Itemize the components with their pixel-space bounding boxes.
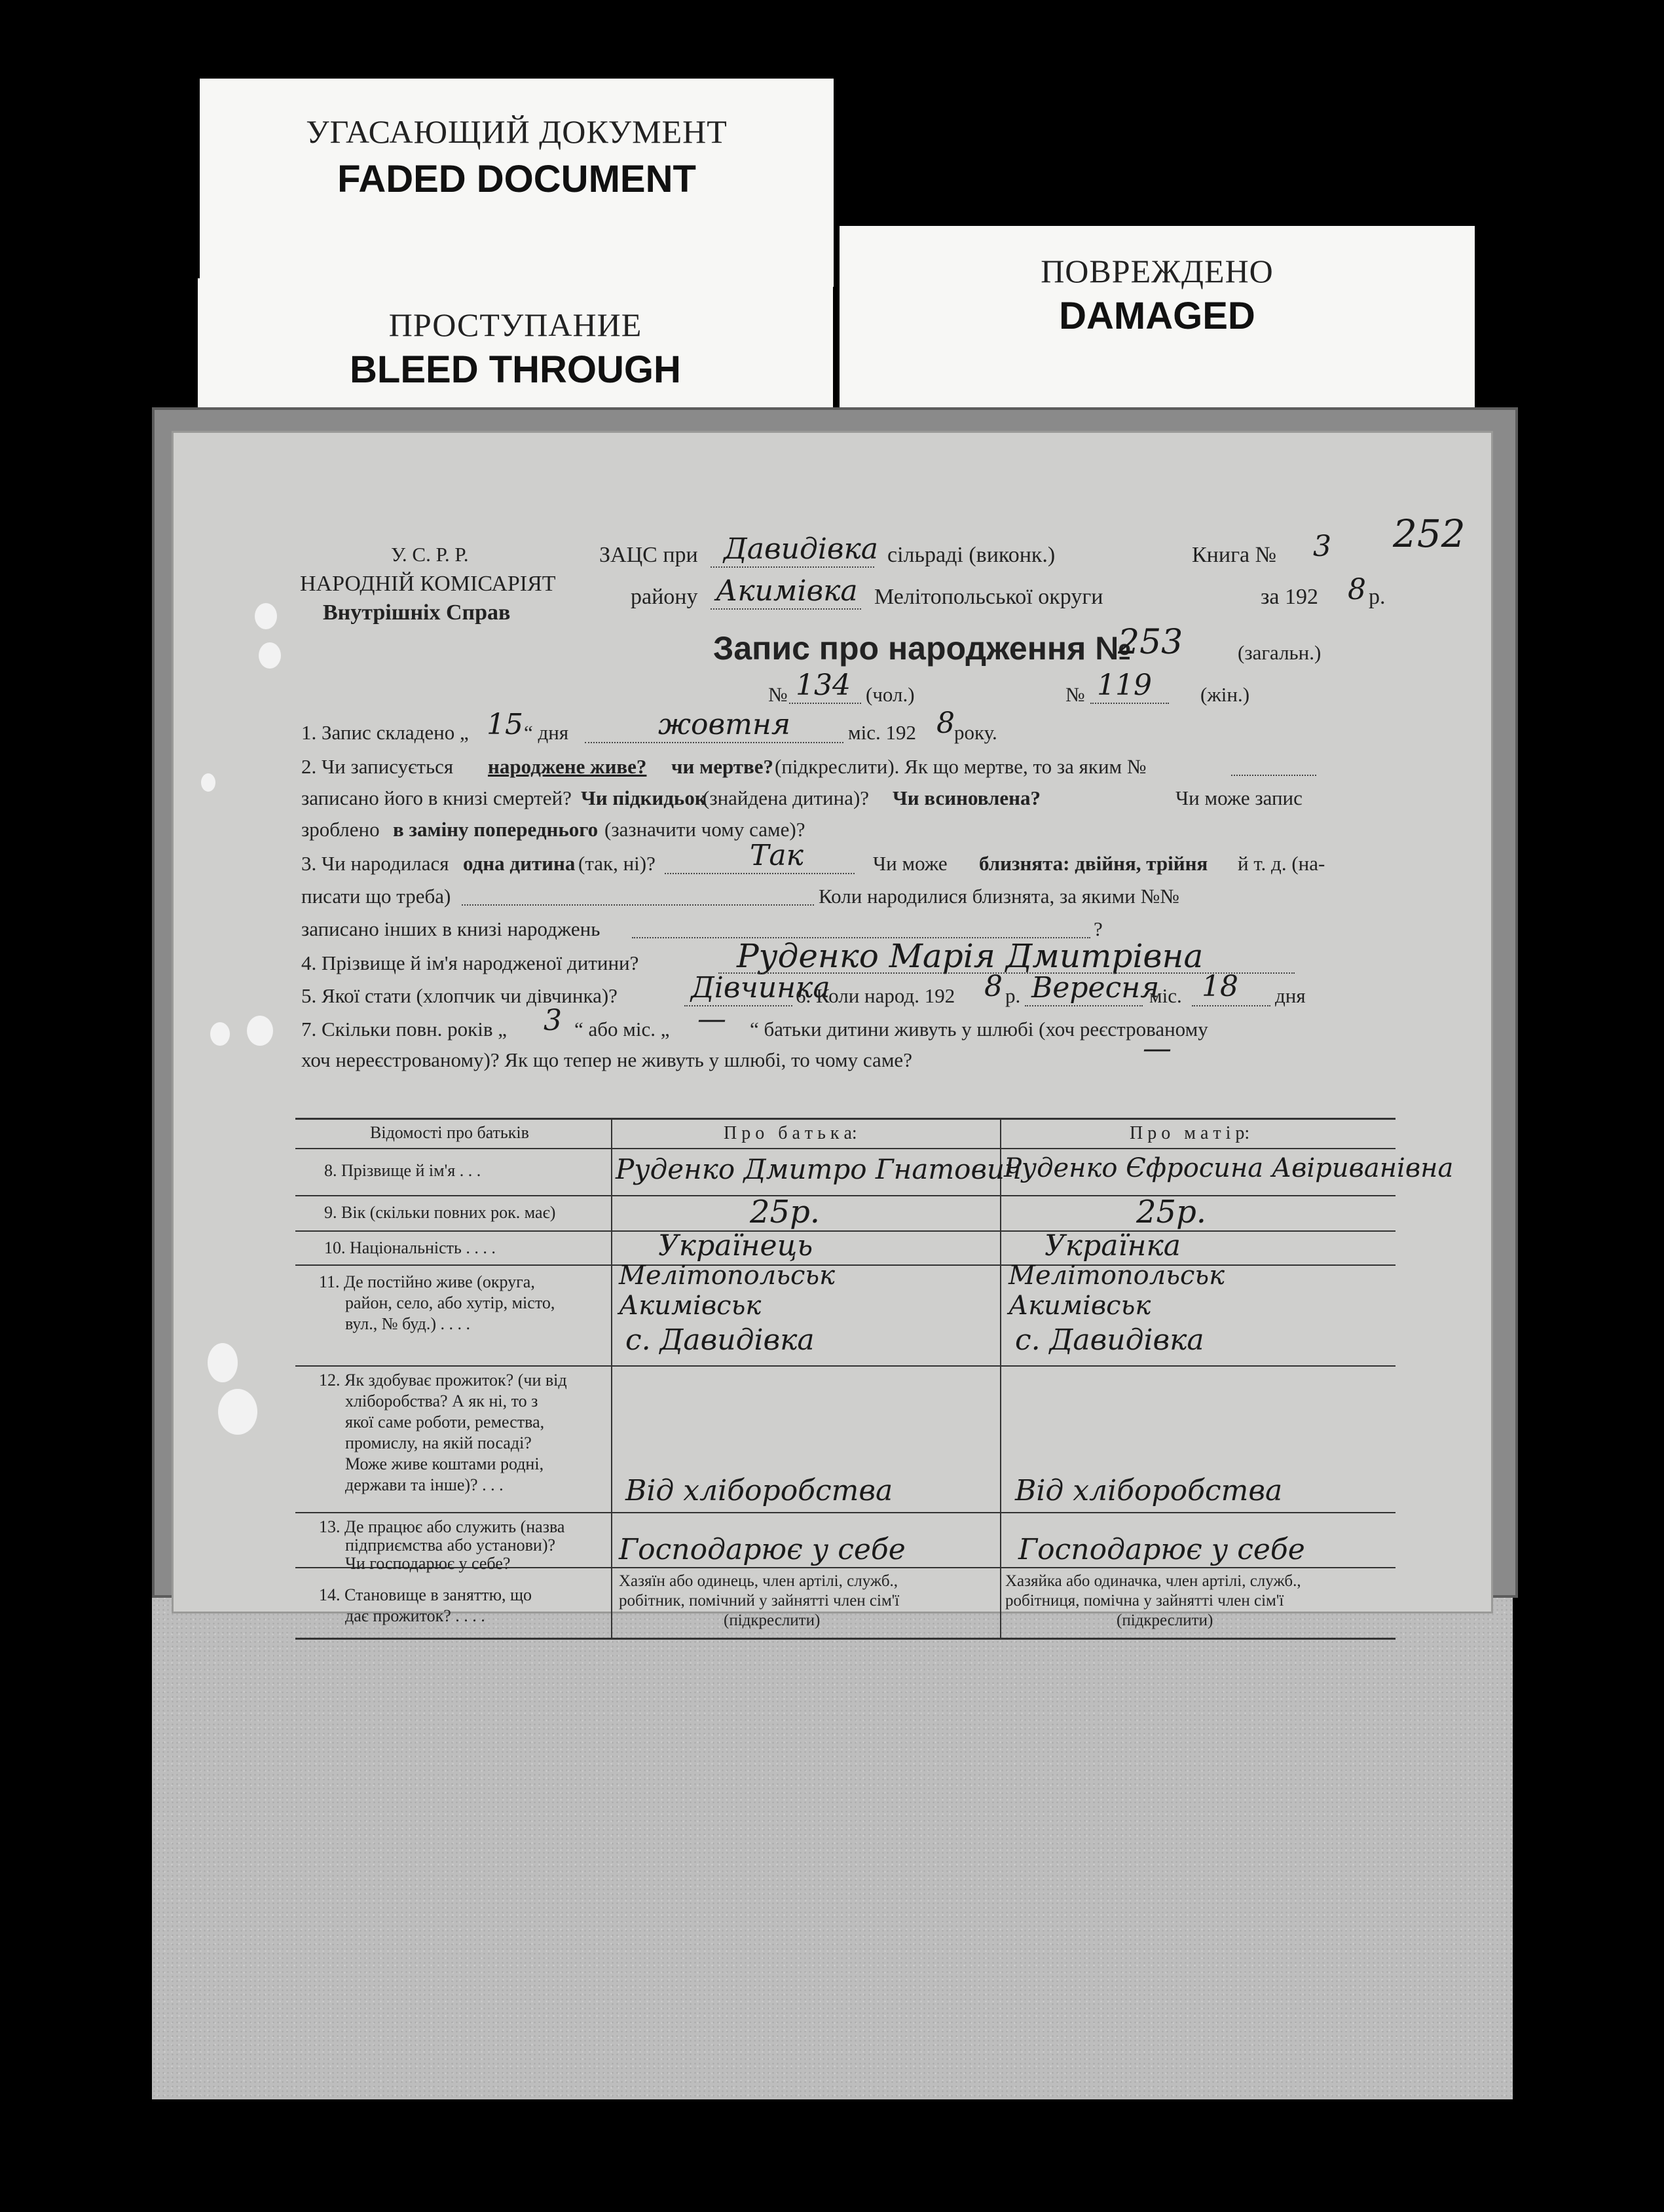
faded-label-ru: УГАСАЮЩИЙ ДОКУМЕНТ	[306, 113, 728, 150]
l2f-b: в заміну попереднього	[393, 818, 599, 841]
row-label-income-1: 12. Як здобуває прожиток? (чи від	[319, 1371, 567, 1390]
col-header-mother: П р о м а т і р:	[1130, 1123, 1250, 1143]
district-suffix: Мелітопольської округи	[874, 585, 1103, 609]
l3-d: Чи може	[873, 852, 948, 875]
damaged-card	[840, 226, 1475, 413]
l7-c: “ батьки дитини живуть у шлюбі (хоч реєстрованому	[750, 1018, 1208, 1041]
row-label-income-5: Може живе коштами родні,	[345, 1454, 544, 1473]
damaged-label-ru: ПОВРЕЖДЕНО	[1041, 253, 1274, 289]
record-total-label: (загальн.)	[1238, 641, 1322, 664]
header-left-commissariat: НАРОДНІЙ КОМІСАРІЯТ	[300, 572, 556, 596]
marriage-years: 3	[544, 1004, 562, 1037]
mother-residence-3: с. Давидівка	[1015, 1323, 1204, 1357]
mother-status-3: (підкреслити)	[1117, 1612, 1213, 1629]
row-label-name: 8. Прізвище й ім'я . . .	[324, 1161, 481, 1180]
l5-e: дня	[1275, 984, 1306, 1007]
mother-age: 25р.	[1136, 1194, 1207, 1230]
l1-a: 1. Запис складено „	[301, 721, 469, 744]
l3-b: одна дитина	[463, 852, 576, 875]
bleed-label-en: BLEED THROUGH	[350, 348, 681, 391]
punch-hole	[247, 1016, 273, 1046]
birth-year: 8	[984, 970, 1003, 1003]
marriage-months: —	[697, 1003, 726, 1036]
record-day: 15	[487, 708, 523, 741]
punch-hole	[255, 603, 277, 629]
male-number-value: 134	[796, 669, 851, 702]
l3-f: й т. д. (на-	[1238, 852, 1325, 875]
bleed-label-ru: ПРОСТУПАНИЕ	[388, 306, 642, 343]
l2e-b: Чи підкидьок	[581, 786, 707, 809]
faded-document-card	[200, 79, 834, 287]
row-label-status-1: 14. Становище в заняттю, що	[319, 1585, 532, 1604]
father-name: Руденко Дмитро Гнатович	[616, 1153, 1022, 1185]
mother-nationality: Українка	[1045, 1229, 1181, 1263]
father-status-3: (підкреслити)	[724, 1612, 821, 1629]
l1-b: “ дня	[524, 721, 569, 744]
punch-hole	[218, 1389, 257, 1435]
l3-c: (так, ні)?	[578, 852, 656, 875]
l2-b: народжене живе?	[488, 755, 647, 778]
mother-work: Господарює у себе	[1018, 1533, 1305, 1566]
l3-e: близнята: двійня, трійня	[979, 852, 1208, 875]
punch-hole	[208, 1343, 238, 1382]
mother-name: Руденко Єфросина Авіриванівна	[1004, 1153, 1454, 1183]
child-name: Руденко Марія Дмитрівна	[737, 937, 1204, 975]
mother-income: Від хліборобства	[1015, 1474, 1283, 1507]
l5-b: 6. Коли народ. 192	[796, 984, 955, 1007]
mother-status-2: робітниця, помічна у зайнятті член сім'ї	[1005, 1592, 1284, 1610]
book-label: Книга №	[1192, 543, 1277, 567]
row-label-status-2: дає прожиток? . . . .	[345, 1606, 485, 1625]
l5-d: міс.	[1149, 984, 1182, 1007]
row-label-nationality: 10. Національність . . . .	[324, 1238, 496, 1257]
l2-a: 2. Чи записується	[301, 755, 454, 778]
father-status-1: Хазяїн або одинець, член артілі, служб.,	[619, 1572, 898, 1590]
zags-suffix: сільраді (виконк.)	[887, 543, 1056, 567]
l2-c: чи мертве?	[671, 755, 774, 778]
l5-a: 5. Якої стати (хлопчик чи дівчинка)?	[301, 984, 618, 1007]
row-label-income-4: промислу, на якій посаді?	[345, 1433, 532, 1452]
zags-prefix: ЗАЦС при	[599, 543, 698, 567]
header-left-ussr: У. С. Р. Р.	[391, 543, 469, 566]
father-status-2: робітник, помічний у зайнятті член сім'ї	[619, 1592, 900, 1610]
punch-hole	[259, 642, 281, 669]
l2f-c: (зазначити чому саме)?	[604, 818, 805, 841]
father-income: Від хліборобства	[625, 1474, 893, 1507]
row-label-residence-2: район, село, або хутір, місто,	[345, 1293, 555, 1312]
book-value: 3	[1313, 530, 1331, 563]
l5-c: р.	[1005, 984, 1021, 1007]
l3h-b: ?	[1094, 917, 1103, 940]
l3g-a: писати що треба)	[301, 885, 451, 908]
l4-a: 4. Прізвище й ім'я народженої дитини?	[301, 951, 639, 974]
row-label-income-3: якої саме роботи, ремества,	[345, 1412, 545, 1431]
mother-status-1: Хазяйка або одиначка, член артілі, служб.,	[1005, 1572, 1301, 1590]
punch-hole	[201, 773, 215, 792]
row-label-work-3: Чи господарює у себе?	[345, 1554, 511, 1573]
male-number-label: №	[768, 683, 788, 706]
district-value: Акимівка	[716, 574, 858, 608]
female-number-label: №	[1065, 683, 1085, 706]
col-header-parents: Відомості про батьків	[370, 1123, 529, 1142]
year-label: за 192	[1261, 585, 1319, 609]
l2f-a: зроблено	[301, 818, 380, 841]
faded-label-en: FADED DOCUMENT	[337, 158, 696, 200]
record-month: жовтня	[658, 708, 790, 741]
l1-c: міс. 192	[848, 721, 916, 744]
row-label-residence-3: вул., № буд.) . . . .	[345, 1314, 471, 1333]
row-label-income-6: держави та інше)? . . .	[345, 1475, 504, 1494]
l2e-a: записано його в книзі смертей?	[301, 786, 572, 809]
record-title: Запис про народження №	[713, 630, 1132, 667]
zags-value: Давидівка	[724, 532, 879, 566]
bleed-through-card	[198, 278, 833, 416]
single-child-value: Так	[750, 839, 804, 872]
father-work: Господарює у себе	[619, 1533, 906, 1566]
header-left-internal-affairs: Внутрішніх Справ	[323, 600, 511, 625]
l1-d: року.	[954, 721, 997, 744]
mother-residence-1: Мелітопольськ	[1008, 1261, 1225, 1291]
cardboard-backing	[152, 1585, 1513, 2099]
female-number-suffix: (жін.)	[1200, 683, 1250, 706]
l3h-a: записано інших в книзі народжень	[301, 917, 601, 940]
l3g-b: Коли народилися близнята, за якими №№	[819, 885, 1179, 908]
district-prefix: району	[631, 585, 698, 609]
record-year: 8	[936, 707, 955, 740]
row-label-work-1: 13. Де працює або служить (назва	[319, 1517, 565, 1536]
birth-record-form	[172, 431, 1493, 1629]
l7-d: хоч нереєстрованому)? Як що тепер не живуть у шлюбі, то чому саме?	[301, 1048, 912, 1071]
birth-month: Вересня	[1031, 971, 1160, 1005]
l2e-d: Чи всиновлена?	[893, 786, 1041, 809]
l2e-c: (знайдена дитина)?	[703, 786, 870, 809]
l7-b: “ або міс. „	[574, 1018, 670, 1041]
row-label-age: 9. Вік (скільки повних рок. має)	[324, 1203, 556, 1222]
mother-residence-2: Акимівськ	[1008, 1291, 1151, 1321]
year-suffix: р.	[1369, 585, 1386, 609]
l7-a: 7. Скільки повн. років „	[301, 1018, 507, 1041]
punch-hole	[210, 1022, 230, 1046]
l2e-e: Чи може запис	[1175, 786, 1303, 809]
record-number: 253	[1118, 623, 1183, 662]
l2-d: (підкреслити). Як що мертве, то за яким №	[775, 755, 1147, 778]
father-residence-1: Мелітопольськ	[619, 1261, 836, 1291]
damaged-label-en: DAMAGED	[1059, 295, 1255, 337]
birth-day: 18	[1202, 970, 1238, 1003]
father-residence-2: Акимівськ	[619, 1291, 762, 1321]
row-label-residence-1: 11. Де постійно живе (округа,	[319, 1272, 535, 1291]
row-label-income-2: хліборобства? А як ні, то з	[345, 1392, 538, 1410]
male-number-suffix: (чол.)	[866, 683, 915, 706]
page-number: 252	[1393, 511, 1466, 556]
col-header-father: П р о б а т ь к а:	[724, 1123, 857, 1143]
marriage-note-dash: —	[1143, 1032, 1172, 1065]
father-residence-3: с. Давидівка	[625, 1323, 815, 1357]
l3-a: 3. Чи народилася	[301, 852, 449, 875]
year-value: 8	[1348, 573, 1366, 606]
father-age: 25р.	[750, 1194, 821, 1230]
child-sex: Дівчинка	[691, 971, 830, 1005]
row-label-work-2: підприємства або установи)?	[345, 1536, 556, 1555]
female-number-value: 119	[1097, 669, 1152, 702]
father-nationality: Українець	[658, 1229, 813, 1263]
